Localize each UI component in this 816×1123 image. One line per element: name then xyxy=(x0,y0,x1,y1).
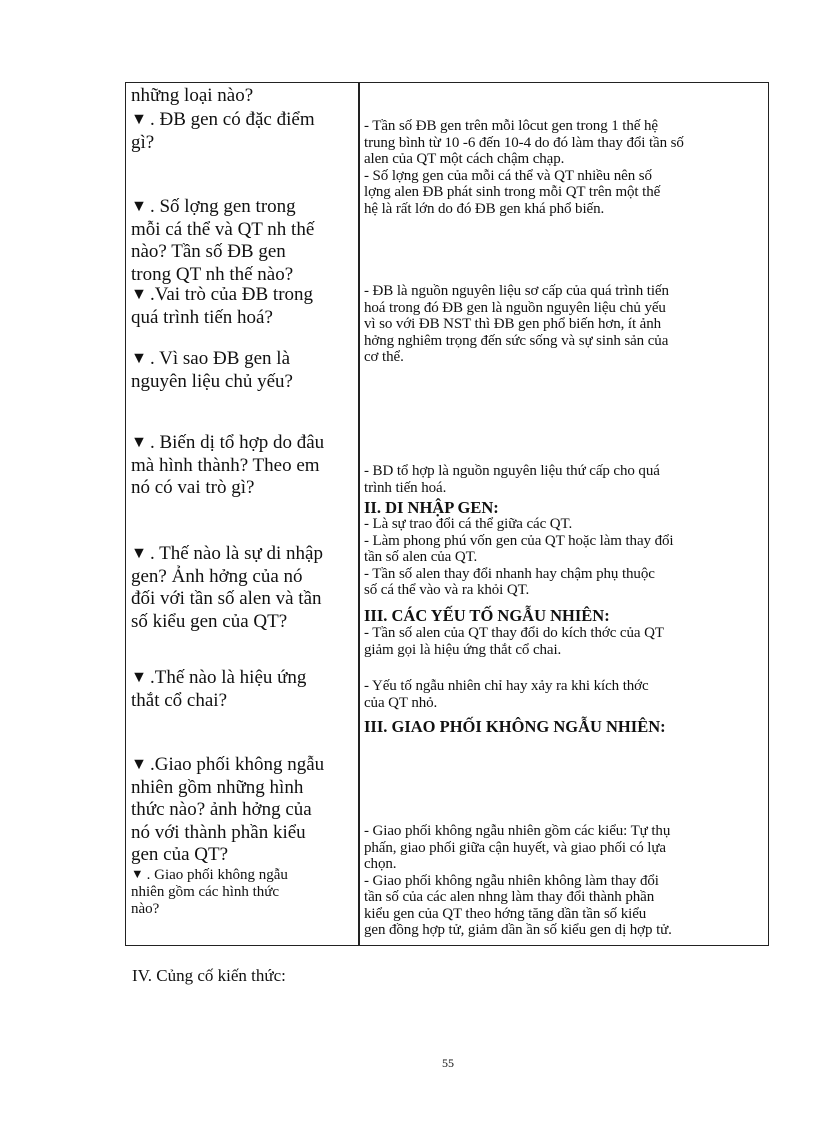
question-cell xyxy=(131,866,353,918)
question-text: .Thế nào là hiệu ứng thắt cổ chai? xyxy=(131,667,307,711)
question-cell xyxy=(131,754,353,867)
question-text: . Giao phối không ngẫu nhiên gồm các hình thức nào? xyxy=(131,867,288,917)
question-text: . Vì sao ĐB gen là nguyên liệu chủ yếu? xyxy=(131,348,293,392)
triangle-marker-icon: ▼ xyxy=(131,756,147,773)
triangle-marker-icon: ▼ xyxy=(131,545,147,562)
triangle-marker-icon: ▼ xyxy=(131,434,147,451)
question-text: .Vai trò của ĐB trong quá trình tiến hoá? xyxy=(131,284,314,328)
section-heading: III. GIAO PHỐI KHÔNG NGẪU NHIÊN: xyxy=(364,717,666,736)
section-footer: IV. Củng cố kiến thức: xyxy=(132,966,286,985)
triangle-marker-icon: ▼ xyxy=(131,198,147,215)
question-cell xyxy=(131,543,353,633)
triangle-marker-icon: ▼ xyxy=(131,669,147,686)
question-text: . Biến dị tổ hợp do đâu mà hình thành? Theo em nó có vai trò gì? xyxy=(131,432,325,498)
answer-text: - BD tổ hợp là nguồn nguyên liệu thứ cấp cho quá trình tiến hoá. xyxy=(364,463,660,496)
question-cell xyxy=(131,85,353,108)
question-text: . Số lợng gen trong mỗi cá thể và QT nh thế nào? Tần số ĐB gen trong QT nh thế nào? xyxy=(131,196,315,285)
question-text: .Giao phối không ngẫu nhiên gồm những hình thức nào? ảnh hởng của nó với thành phần kiểu gen của QT? xyxy=(131,754,325,865)
question-text: . Thế nào là sự di nhập gen? Ảnh hởng của nó đối với tần số alen và tần số kiểu gen của QT? xyxy=(131,543,323,632)
question-cell xyxy=(131,196,353,286)
question-cell xyxy=(131,348,353,393)
answer-text: - ĐB là nguồn nguyên liệu sơ cấp của quá trình tiến hoá trong đó ĐB gen là nguồn nguyên liệu chủ yếu vì so với ĐB NST thì ĐB gen phổ biến hơn, ít ảnh hởng nghiêm trọng đến sức sống và sự sinh sản của cơ thể. xyxy=(364,283,669,365)
page-number: 55 xyxy=(442,1056,454,1070)
question-text: những loại nào? xyxy=(131,85,254,106)
question-cell xyxy=(131,667,353,712)
question-text: . ĐB gen có đặc điểm gì? xyxy=(131,109,315,153)
section-heading: III. CÁC YẾU TỐ NGẪU NHIÊN: xyxy=(364,606,610,625)
section-heading: II. DI NHẬP GEN: xyxy=(364,498,499,517)
triangle-marker-icon: ▼ xyxy=(131,867,144,881)
question-cell xyxy=(131,109,353,154)
answer-text: - Yếu tố ngẫu nhiên chỉ hay xảy ra khi kích thớc của QT nhỏ. xyxy=(364,678,649,711)
triangle-marker-icon: ▼ xyxy=(131,286,147,303)
answer-text: - Tần số alen của QT thay đổi do kích thớc của QT giảm gọi là hiệu ứng thắt cổ chai. xyxy=(364,625,664,658)
answer-text: - Là sự trao đổi cá thể giữa các QT. - Làm phong phú vốn gen của QT hoặc làm thay đổi tần số alen của QT. - Tần số alen thay đổi nhanh hay chậm phụ thuộc số cá thể vào và ra khỏi QT. xyxy=(364,516,674,598)
triangle-marker-icon: ▼ xyxy=(131,111,147,128)
answer-text: - Giao phối không ngẫu nhiên gồm các kiểu: Tự thụ phấn, giao phối giữa cận huyết, và giao phối có lựa chọn. - Giao phối không ngẫu nhiên không làm thay đổi tần số của các alen nhng làm thay đổi thành phần kiểu gen của QT theo hớng tăng dần tần số kiểu gen đồng hợp tử, giảm dần ần số kiểu gen dị hợp tử. xyxy=(364,823,672,938)
answer-text: - Tần số ĐB gen trên mỗi lôcut gen trong 1 thế hệ trung bình từ 10 -6 đến 10-4 do đó làm thay đổi tần số alen của QT một cách chậm chạp. - Số lợng gen của mỗi cá thể và QT nhiều nên số lợng alen ĐB phát sinh trong mỗi QT trên một thế hệ là rất lớn do đó ĐB gen khá phổ biến. xyxy=(364,118,684,217)
column-divider xyxy=(358,82,360,946)
triangle-marker-icon: ▼ xyxy=(131,350,147,367)
question-cell xyxy=(131,284,353,329)
question-cell xyxy=(131,432,353,500)
